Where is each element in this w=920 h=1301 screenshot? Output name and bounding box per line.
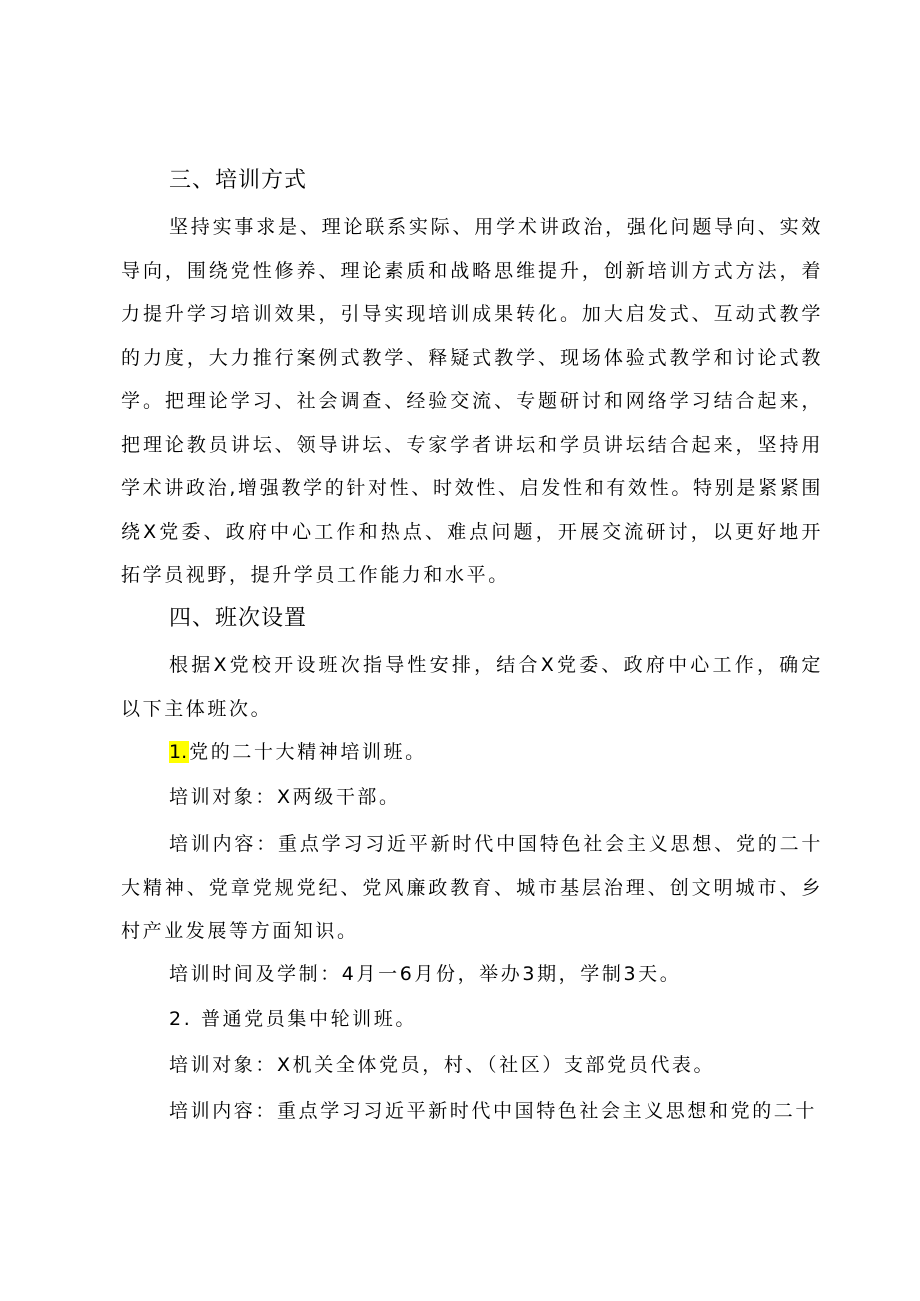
class-1-schedule: 培训时间及学制：4月一6月份，举办3期，学制3天。 [169,963,682,985]
section-3-heading: 三、培训方式 [169,168,308,193]
class-1-content: 培训内容：重点学习习近平新时代中国特色社会主义思想、党的二十大精神、党章党规党纪、党风廉政教育、城市基层治理、创文明城市、乡村产业发展等方面知识。 [121,833,823,942]
class-1-title-line [169,731,427,775]
class-2-target: 培训对象：X机关全体党员，村、（社区）支部党员代表。 [169,1054,716,1076]
section-4-intro: 根据X党校开设班次指导性安排，结合X党委、政府中心工作，确定以下主体班次。 [121,654,823,720]
class-2-content: 培训内容：重点学习习近平新时代中国特色社会主义思想和党的二十 [169,1100,818,1122]
highlighted-number: 1. [169,741,188,763]
section-4-heading: 四、班次设置 [169,606,308,631]
class-1-target: 培训对象：X两级干部。 [169,786,401,808]
section-3-body: 坚持实事求是、理论联系实际、用学术讲政治，强化问题导向、实效导向，围绕党性修养、理论素质和战略思维提升，创新培训方式方法，着力提升学习培训效果，引导实现培训成果转化。加大启发式、互动式教学的力度，大力推行案例式教学、释疑式教学、现场体验式教学和讨论式教学。把理论学习、社会调查、经验交流、专题研讨和网络学习结合起来，把理论教员讲坛、领导讲坛、专家学者讲坛和学员讲坛结合起来，坚持用学术讲政治,增强教学的针对性、时效性、启发性和有效性。特别是紧紧围绕X党委、政府中心工作和热点、难点问题，开展交流研讨，以更好地开拓学员视野，提升学员工作能力和水平。 [121,216,823,586]
class-2-title: 2. 普通党员集中轮训班。 [169,1008,417,1030]
class-1-title: 党的二十大精神培训班。 [189,741,427,763]
